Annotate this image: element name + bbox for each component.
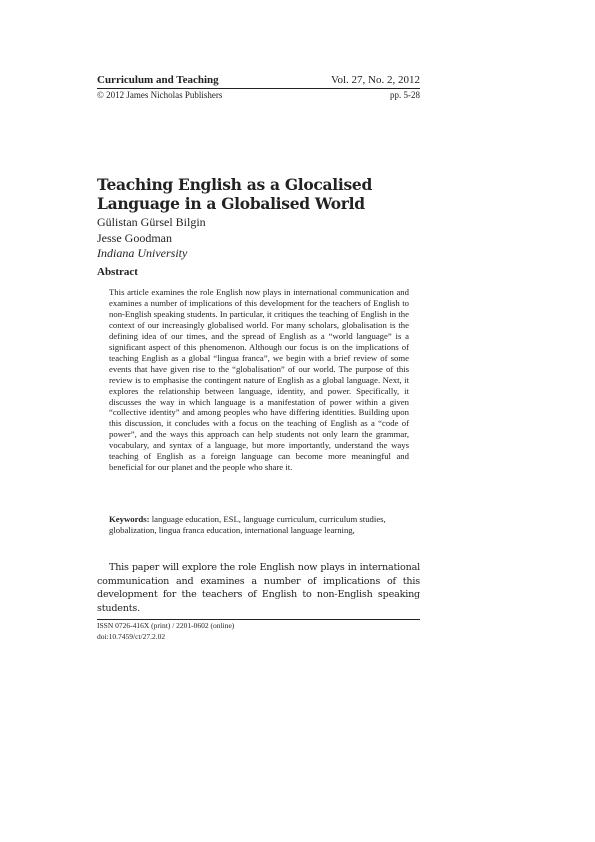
author-name: Jesse Goodman: [97, 230, 172, 245]
keywords-label: Keywords:: [109, 514, 150, 524]
doi-line: doi:10.7459/ct/27.2.02: [97, 631, 166, 641]
author-institution: Indiana University: [97, 246, 188, 260]
author-name: Gülistan Gürsel Bilgin: [97, 215, 206, 229]
author-block: [97, 215, 206, 262]
copyright-line: © 2012 James Nicholas Publishers: [97, 90, 223, 100]
header-rule: [97, 88, 420, 89]
keywords-list: language education, ESL, language curriculum, curriculum studies, globalization, lingua franca education, international language learning,: [109, 514, 386, 535]
issn-line: ISSN 0726-416X (print) / 2201-0602 (online): [97, 621, 235, 630]
article-title: Teaching English as a Glocalised Language in a Globalised World: [97, 175, 373, 213]
footer-rule: [97, 619, 420, 620]
page-range: pp. 5-28: [390, 90, 420, 100]
keywords-block: [109, 514, 409, 536]
abstract-heading: Abstract: [97, 266, 138, 278]
body-paragraph: This paper will explore the role English now plays in international communication and examines a number of implications of this development for the teachers of English to non-English speaking students.: [97, 562, 420, 614]
volume-info: Vol. 27, No. 2, 2012: [330, 74, 420, 86]
footer-block: [97, 621, 234, 642]
journal-name: Curriculum and Teaching: [97, 74, 219, 86]
abstract-text: This article examines the role English now plays in international communication and examines a number of implications of this development for the teachers of English to non-English speaking students. In particular, it critiques the teaching of English in the context of our increasingly globalised world. For many scholars, globalisation is the defining idea of our times, and the spread of English as a “world language” is a significant aspect of this phenomenon. Although our focus is on the implications of teaching English as a global “lingua franca”, we begin with a brief review of some events that have given rise to the “globalisation” of our world. The purpose of this review is to emphasise the contingent nature of English as a global language. Next, it explores the relationship between language, identity, and power. Specifically, it discusses the way in which language is a manifestation of power within a given “collective identity” and among peoples who have differing identities. Building upon this discussion, it concludes with a focus on the teaching of English as a “code of power”, and the ways this approach can help students not only learn the grammar, vocabulary, and syntax of a language, but more importantly, understand the ways teaching of English as a foreign language can become more meaningful and beneficial for our planet and the people who share it.: [109, 287, 409, 473]
header-subline: [97, 90, 420, 100]
running-header: [97, 74, 420, 86]
